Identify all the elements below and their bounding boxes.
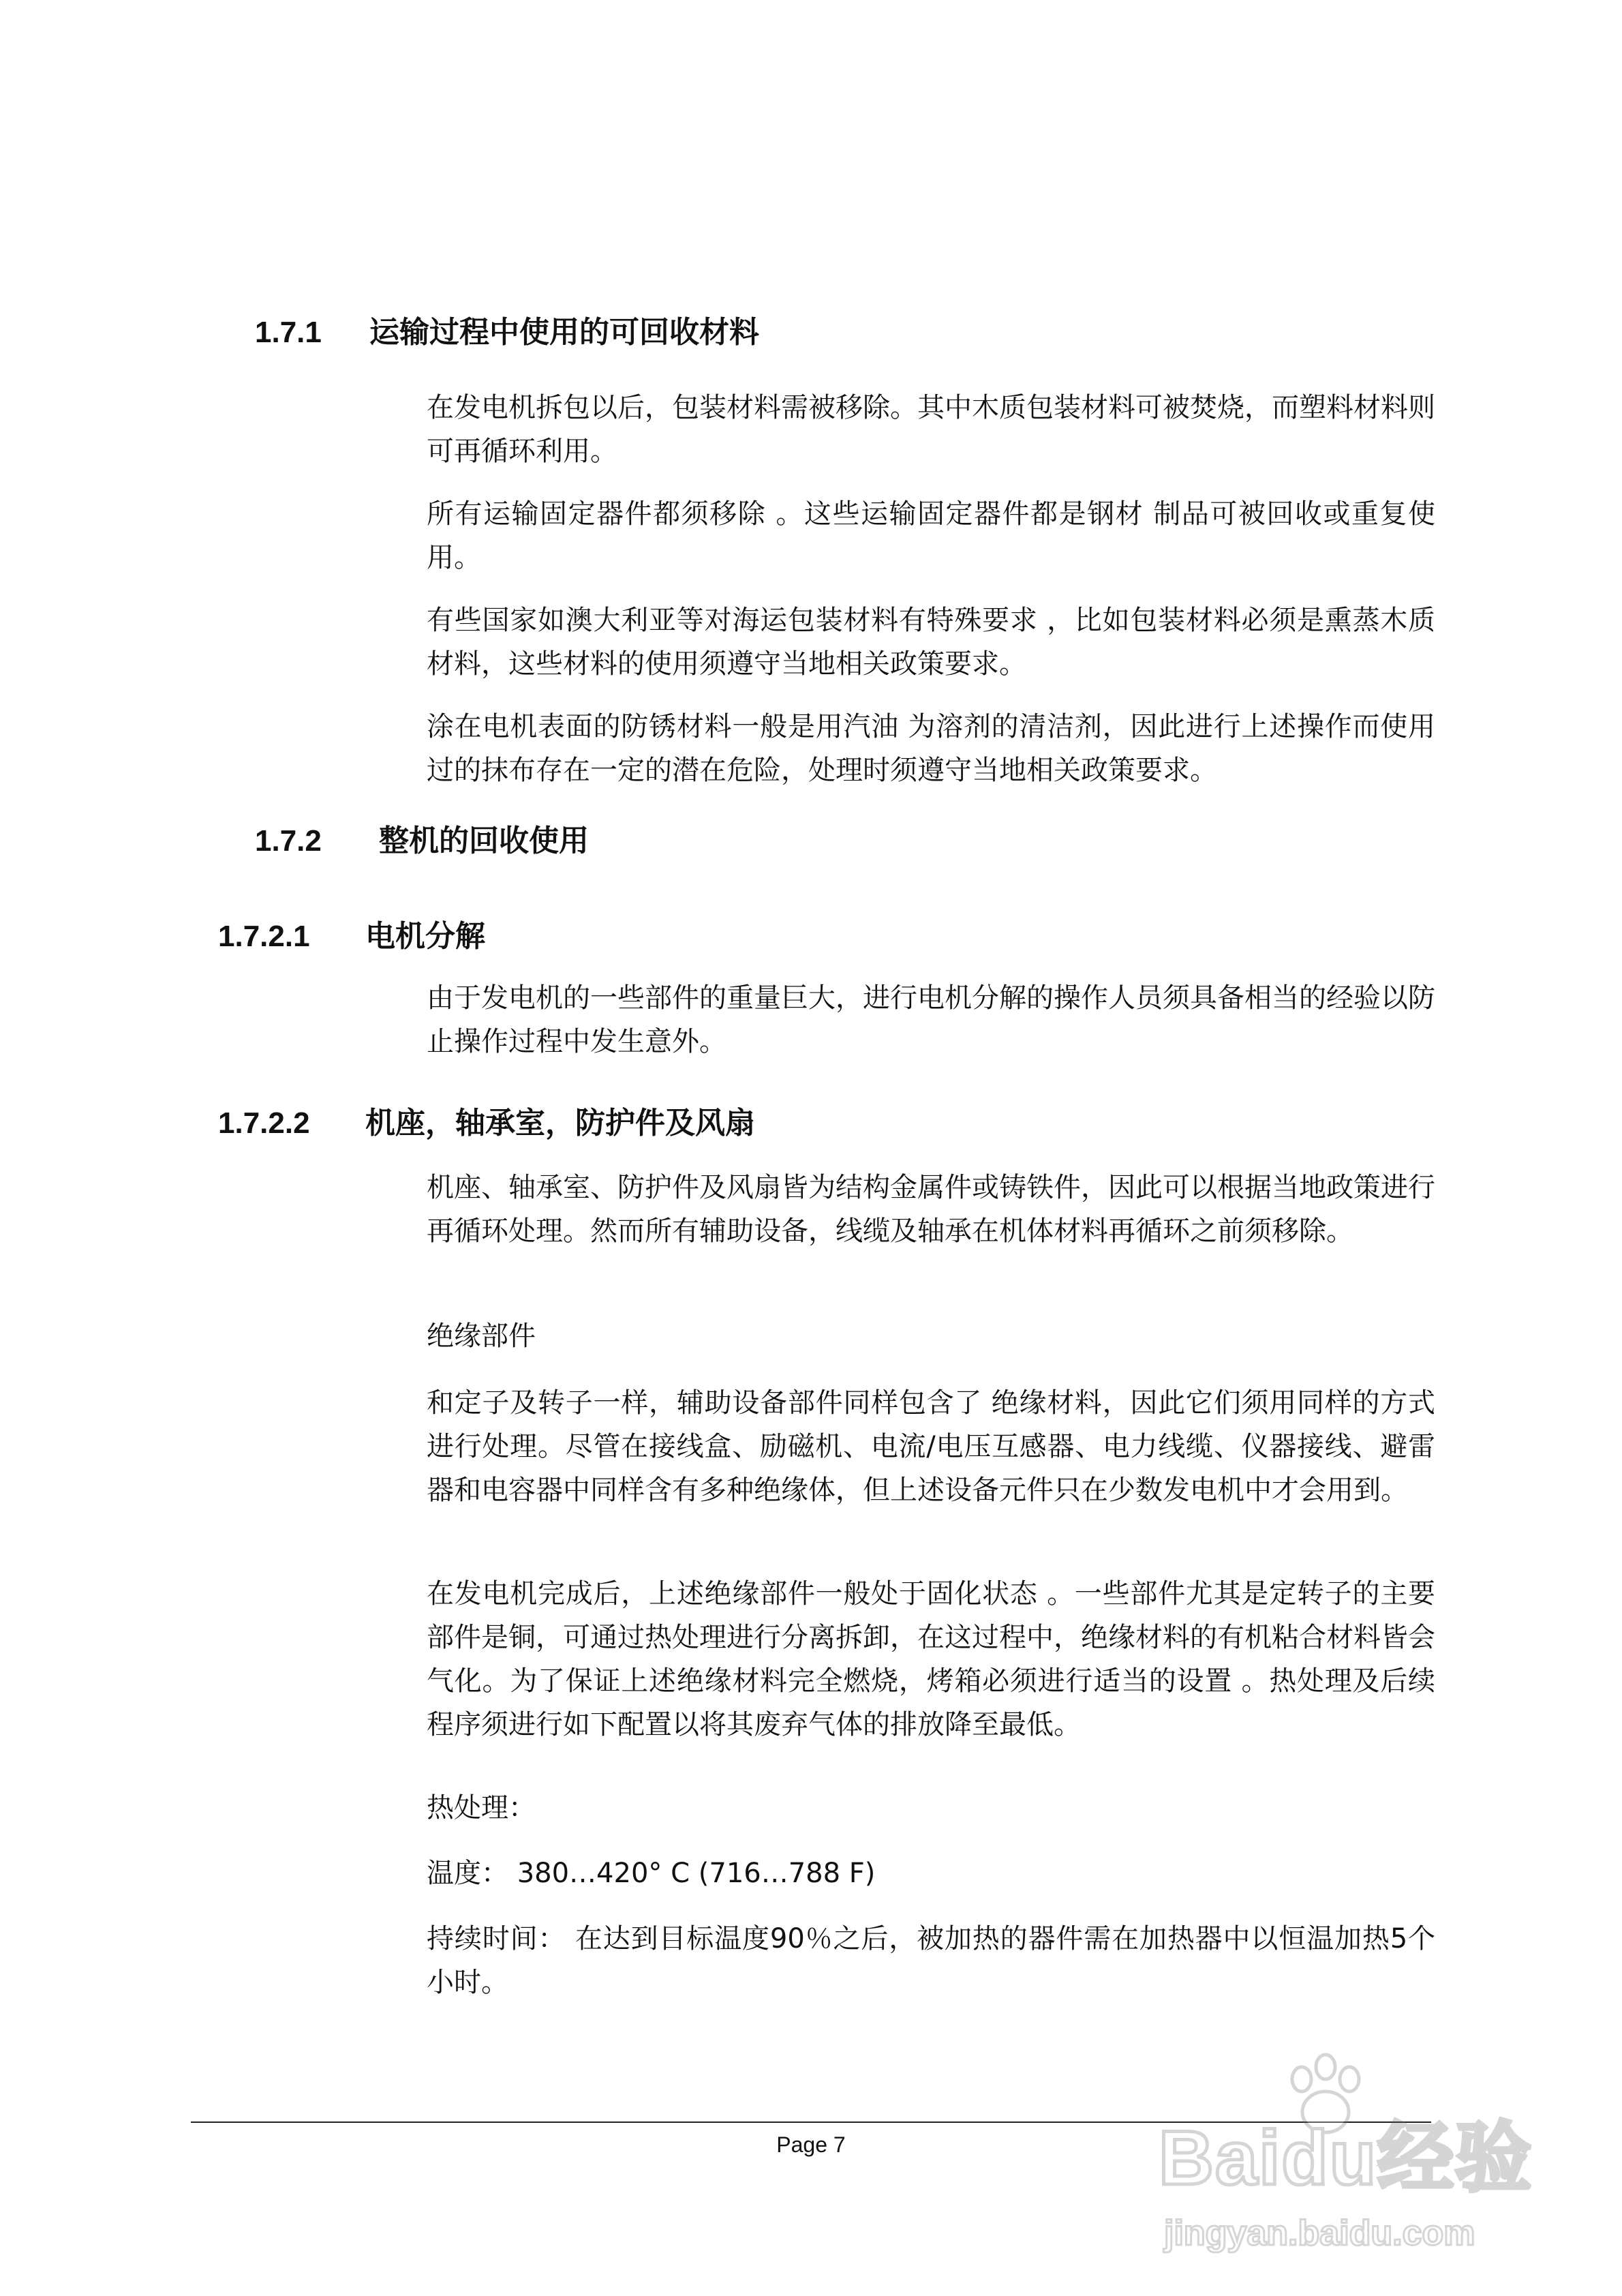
paragraph-insulation-materials: 和定子及转子一样，辅助设备部件同样包含了 绝缘材料，因此它们须用同样的方式进行处理。尽管在接线盒、励磁机、电流/电压互感器、电力线缆、仪器接线、避雷器和电容器中同样含有多种绝缘体，但上述设备元件只在少数发电机中才会用到。 [427, 1387, 1435, 1506]
paragraph-rust-protection: 涂在电机表面的防锈材料一般是用汽油 为溶剂的清洁剂，因此进行上述操作而使用过的抹布存在一定的潜在危险，处理时须遵守当地相关政策要求。 [427, 711, 1435, 786]
paragraph-duration: 持续时间： 在达到目标温度90％之后，被加热的器件需在加热器中以恒温加热5个小时。 [427, 1923, 1435, 1998]
paragraph-frame-recycling: 机座、轴承室、防护件及风扇皆为结构金属件或铸铁件，因此可以根据当地政策进行再循环处理。然而所有辅助设备，线缆及轴承在机体材料再循环之前须移除。 [427, 1172, 1435, 1247]
section-title: 整机的回收使用 [379, 824, 589, 858]
paragraph-packaging-removal: 在发电机拆包以后，包装材料需被移除。其中木质包装材料可被焚烧，而塑料材料则可再循环利用。 [427, 392, 1435, 467]
watermark-url: jingyan.baidu.com [1164, 2214, 1475, 2253]
section-number: 1.7.2.2 [218, 1106, 310, 1140]
section-number: 1.7.1 [255, 316, 322, 349]
watermark-brand: Baidu经验 [1159, 2115, 1533, 2201]
section-number: 1.7.2.1 [218, 920, 310, 953]
paragraph-disassembly: 由于发电机的一些部件的重量巨大，进行电机分解的操作人员须具备相当的经验以防止操作过程中发生意外。 [427, 982, 1435, 1057]
section-title: 机座，轴承室，防护件及风扇 [365, 1106, 755, 1140]
baidu-watermark [1145, 2052, 1540, 2284]
paragraph-insulation-label: 绝缘部件 [427, 1320, 536, 1352]
paragraph-heat-treatment-label: 热处理： [427, 1792, 536, 1824]
section-title: 运输过程中使用的可回收材料 [369, 316, 759, 349]
page-number: Page 7 [776, 2132, 846, 2157]
paragraph-fumigation: 有些国家如澳大利亚等对海运包装材料有特殊要求 ，比如包装材料必须是熏蒸木质材料，这些材料的使用须遵守当地相关政策要求。 [427, 605, 1435, 680]
paragraph-heat-treatment-process: 在发电机完成后，上述绝缘部件一般处于固化状态 。一些部件尤其是定转子的主要部件是铜，可通过热处理进行分离拆卸，在这过程中，绝缘材料的有机粘合材料皆会气化。为了保证上述绝缘材料完全燃烧，烤箱必须进行适当的设置 。热处理及后续程序须进行如下配置以将其废弃气体的排放降至最低。 [427, 1578, 1435, 1740]
section-title: 电机分解 [365, 920, 485, 953]
section-number: 1.7.2 [255, 824, 322, 858]
paragraph-transport-fixings: 所有运输固定器件都须移除 。这些运输固定器件都是钢材 制品可被回收或重复使用。 [427, 498, 1435, 573]
paragraph-temperature: 温度： 380…420° C (716…788 F) [427, 1858, 876, 1889]
